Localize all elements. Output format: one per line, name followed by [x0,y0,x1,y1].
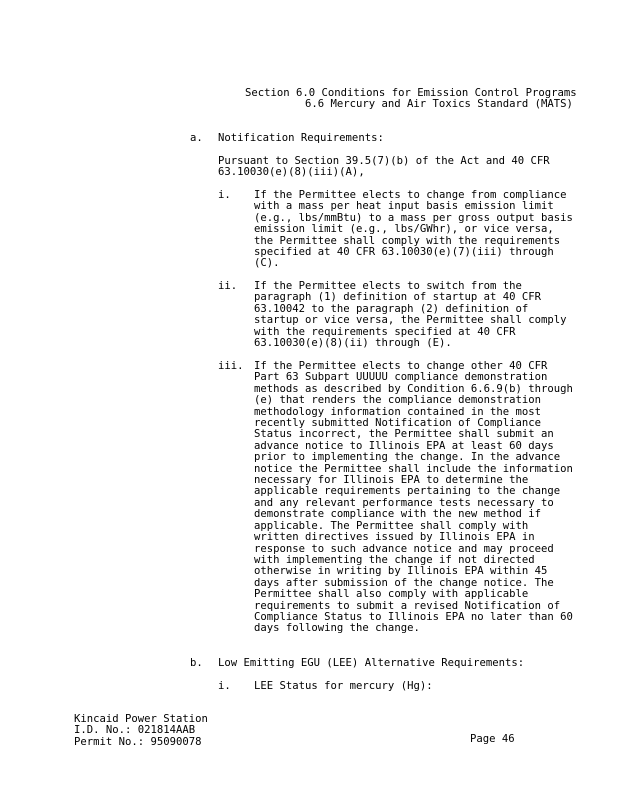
item-a-title: Notification Requirements: [218,132,384,144]
item-b-label: b. [190,657,203,669]
permit-number: Permit No.: 95090078 [74,735,202,748]
subitem-text: If the Permittee elects to change other 40 CFR Part 63 Subpart UUUUU compliance demonstration methods as described by Condition 6.6.9(b) through (e) that renders the compliance demonstration methodology information contained in the most recently submitted Notification of Compliance Status incorrect, the Permittee shall submit an advance notice to Illinois EPA at least 60 days prior to implementing the change. In the advance notice the Permittee shall include the information necessary for Illinois EPA to determine the applicable requirements pertaining to the change and any relevant performance tests necessary to demonstrate compliance with the new method if applicable. The Permittee shall comply with written directives issued by Illinois EPA in response to such advance notice and may proceed with implementing the change if not directed otherwise in writing by Illinois EPA within 45 days after submission of the change notice. The Permittee shall also comply with applicable requirements to submit a revised Notification of Compliance Status to Illinois EPA no later than 60 days following the change. [254,360,573,635]
subitem-text: If the Permittee elects to switch from the paragraph (1) definition of startup at 40 CFR 63.10042 to the paragraph (2) definition of startup or vice versa, the Permittee shall comply with the requirements specified at 40 CFR 63.10030(e)(8)(ii) through (E). [254,280,567,350]
item-b-title: Low Emitting EGU (LEE) Alternative Requirements: [218,657,525,669]
subitem-number: i. [218,189,231,201]
facility-name: Kincaid Power Station [74,713,208,725]
subitem-text: If the Permittee elects to change from compliance with a mass per heat input basis emission limit (e.g., lbs/mmBtu) to a mass per gross output basis emission limit (e.g., lbs/GWhr), or vice versa, the Permittee shall comply with the requirements specified at 40 CFR 63.10030(e)(7)(iii) through (C). [254,189,573,270]
subsection-title: 6.6 Mercury and Air Toxics Standard (MATS) [305,98,573,111]
subitem-number: ii. [218,280,238,292]
subitem-number: iii. [218,360,244,372]
subitem-number: i. [218,680,231,692]
item-a-intro: Pursuant to Section 39.5(7)(b) of the Act and 40 CFR 63.10030(e)(8)(iii)(A), [218,155,550,179]
page-number: Page 46 [470,733,515,745]
page-footer [74,714,524,748]
item-a-label: a. [190,132,203,144]
subitem-text: LEE Status for mercury (Hg): [254,680,433,692]
section-title: Section 6.0 Conditions for Emission Control Programs [245,87,577,99]
facility-id: I.D. No.: 021814AAB [74,724,196,737]
section-header [245,88,575,111]
